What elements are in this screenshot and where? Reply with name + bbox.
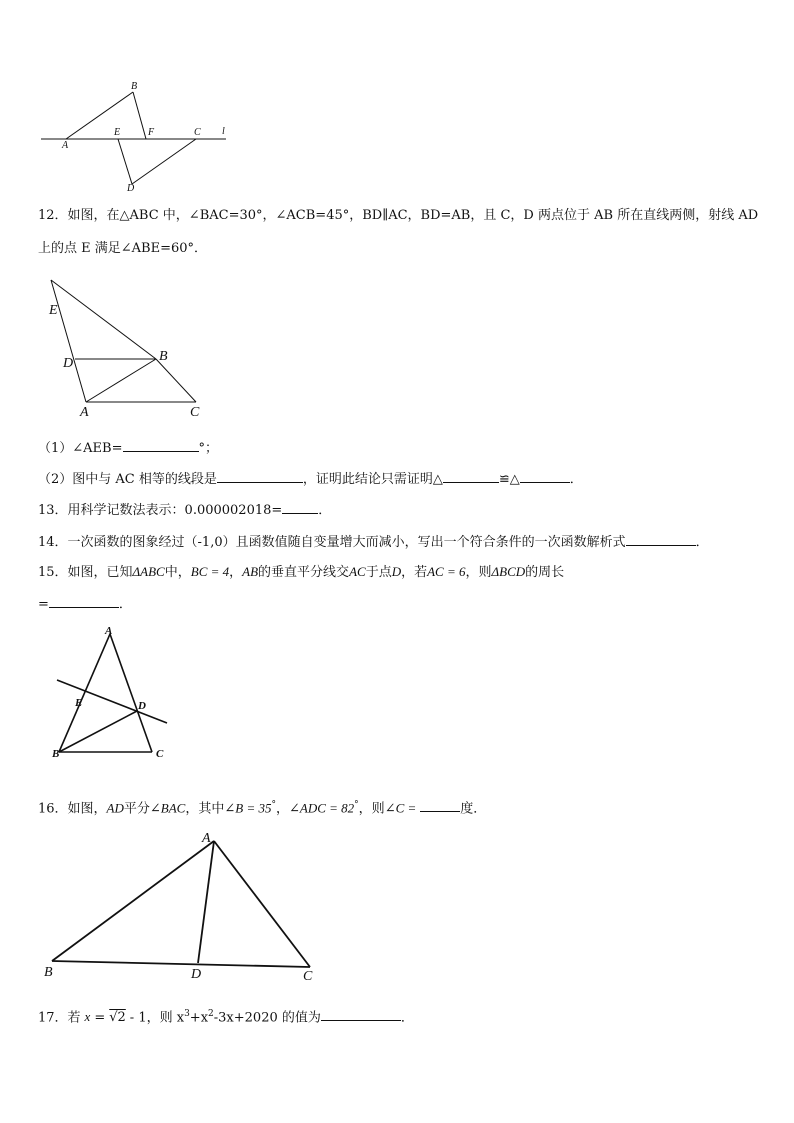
figure-q12 — [46, 276, 216, 421]
answer-blank[interactable] — [123, 438, 199, 452]
q16-angle-b: ∠B = 35 — [224, 800, 272, 816]
q15-line2 — [38, 594, 132, 614]
q17-text: - 1，则 x — [129, 1010, 185, 1026]
q17-sqrt2: √2 — [109, 1010, 126, 1026]
figure-q11 — [36, 80, 236, 195]
q15-equals: = — [38, 597, 49, 612]
q16-ad: AD — [106, 800, 124, 816]
label-C: C — [303, 969, 313, 984]
answer-blank[interactable] — [282, 500, 318, 514]
q17-text: +x — [189, 1010, 209, 1026]
answer-blank[interactable] — [321, 1007, 401, 1021]
label-B: B — [159, 349, 168, 364]
q12-sub1-end: °； — [198, 441, 219, 456]
label-C: C — [190, 405, 200, 420]
q16-angle-adc: ∠ADC = 82 — [289, 800, 355, 816]
q16-text: 16．如图， — [38, 801, 107, 817]
q16-end: 度． — [460, 801, 487, 817]
q15-text: ， — [229, 565, 243, 580]
q15-point-d: D — [391, 564, 402, 579]
q13-text: 13．用科学记数法表示：0.000002018= — [38, 503, 283, 518]
label-B: B — [131, 81, 138, 92]
answer-blank[interactable] — [443, 469, 499, 483]
answer-blank[interactable] — [49, 594, 119, 608]
label-F: F — [148, 127, 155, 138]
figure-q15 — [50, 624, 175, 764]
q15-ab: AB — [242, 564, 259, 579]
q13-end: ． — [318, 503, 332, 518]
q15-text: ，则 — [465, 565, 492, 580]
label-C: C — [194, 127, 201, 138]
label-B: B — [44, 965, 53, 980]
q15-text: 于点 — [365, 565, 392, 580]
answer-blank[interactable] — [520, 469, 570, 483]
q15-end: ． — [118, 597, 132, 612]
q14-text: 14．一次函数的图象经过（-1,0）且函数值随自变量增大而减小，写出一个符合条件的一次函数解析式 — [38, 535, 626, 550]
q17-line — [38, 1005, 414, 1027]
q12-line1: 12．如图，在△ABC 中，∠BAC=30°，∠ACB=45°，BD∥AC，BD=AB，且 C，D 两点位于 AB 所在直线两侧，射线 AD — [38, 208, 759, 223]
q15-text: 的垂直平分线交 — [258, 565, 350, 580]
answer-blank[interactable] — [217, 469, 303, 483]
label-C: C — [156, 748, 164, 760]
q16-text: ，其中 — [185, 801, 225, 817]
q15-bc-value: BC = 4 — [190, 564, 230, 579]
label-E: E — [114, 127, 121, 138]
q17-text: 17．若 — [38, 1010, 81, 1026]
label-l: l — [222, 126, 225, 137]
q17-exp3: 3 — [184, 1009, 190, 1019]
q12-sub2 — [38, 469, 583, 489]
q15-text: 15．如图，已知 — [38, 565, 133, 580]
q16-line — [38, 796, 486, 818]
q12-line2: 上的点 E 满足∠ABE=60°． — [38, 241, 208, 256]
q17-exp2: 2 — [208, 1009, 214, 1019]
q12-sub1-text: （1）∠AEB= — [38, 441, 123, 456]
q16-degree: ° — [271, 800, 276, 810]
q15-ac-value: AC = 6 — [427, 564, 466, 579]
q15-text: 的周长 — [525, 565, 565, 580]
q15-triangle-bcd: ΔBCD — [491, 564, 526, 579]
label-E: E — [49, 303, 58, 318]
q12-sub2-mid: ，证明此结论只需证明△ — [302, 472, 443, 487]
q17-end: ． — [400, 1010, 414, 1026]
answer-blank[interactable] — [420, 798, 460, 812]
label-A: A — [80, 405, 89, 420]
label-E: E — [75, 697, 83, 709]
q15-line1 — [38, 563, 564, 582]
q16-angle-bac: ∠BAC — [149, 800, 186, 816]
q15-text: 中， — [164, 565, 191, 580]
label-D: D — [138, 700, 146, 712]
q17-equals: = — [94, 1010, 106, 1026]
label-A: A — [105, 625, 113, 637]
q16-angle-c: ∠C = — [384, 800, 417, 816]
q12-sub2-end: ． — [569, 472, 583, 487]
label-D: D — [127, 183, 135, 194]
q17-x: x — [84, 1009, 91, 1025]
label-D: D — [191, 967, 202, 982]
q13-line — [38, 500, 331, 520]
q16-degree: ° — [354, 800, 359, 810]
q12-sub2-text: （2）图中与 AC 相等的线段是 — [38, 472, 217, 487]
q15-ac: AC — [349, 564, 366, 579]
label-A: A — [62, 140, 69, 151]
q16-comma: ， — [275, 801, 289, 817]
label-D: D — [63, 356, 74, 371]
figure-q16 — [40, 826, 330, 986]
label-A: A — [202, 831, 211, 846]
q14-line — [38, 532, 709, 552]
q15-text: ，若 — [401, 565, 428, 580]
q15-triangle-abc: ΔABC — [132, 564, 165, 579]
q16-text: 平分 — [123, 801, 150, 817]
q14-end: ． — [695, 535, 709, 550]
label-B: B — [52, 748, 60, 760]
q12-sub1 — [38, 438, 218, 458]
q16-text: ，则 — [358, 801, 385, 817]
q12-sub2-cong: ≌△ — [498, 472, 520, 487]
answer-blank[interactable] — [626, 532, 696, 546]
q17-text: -3x+2020 的值为 — [213, 1010, 321, 1026]
